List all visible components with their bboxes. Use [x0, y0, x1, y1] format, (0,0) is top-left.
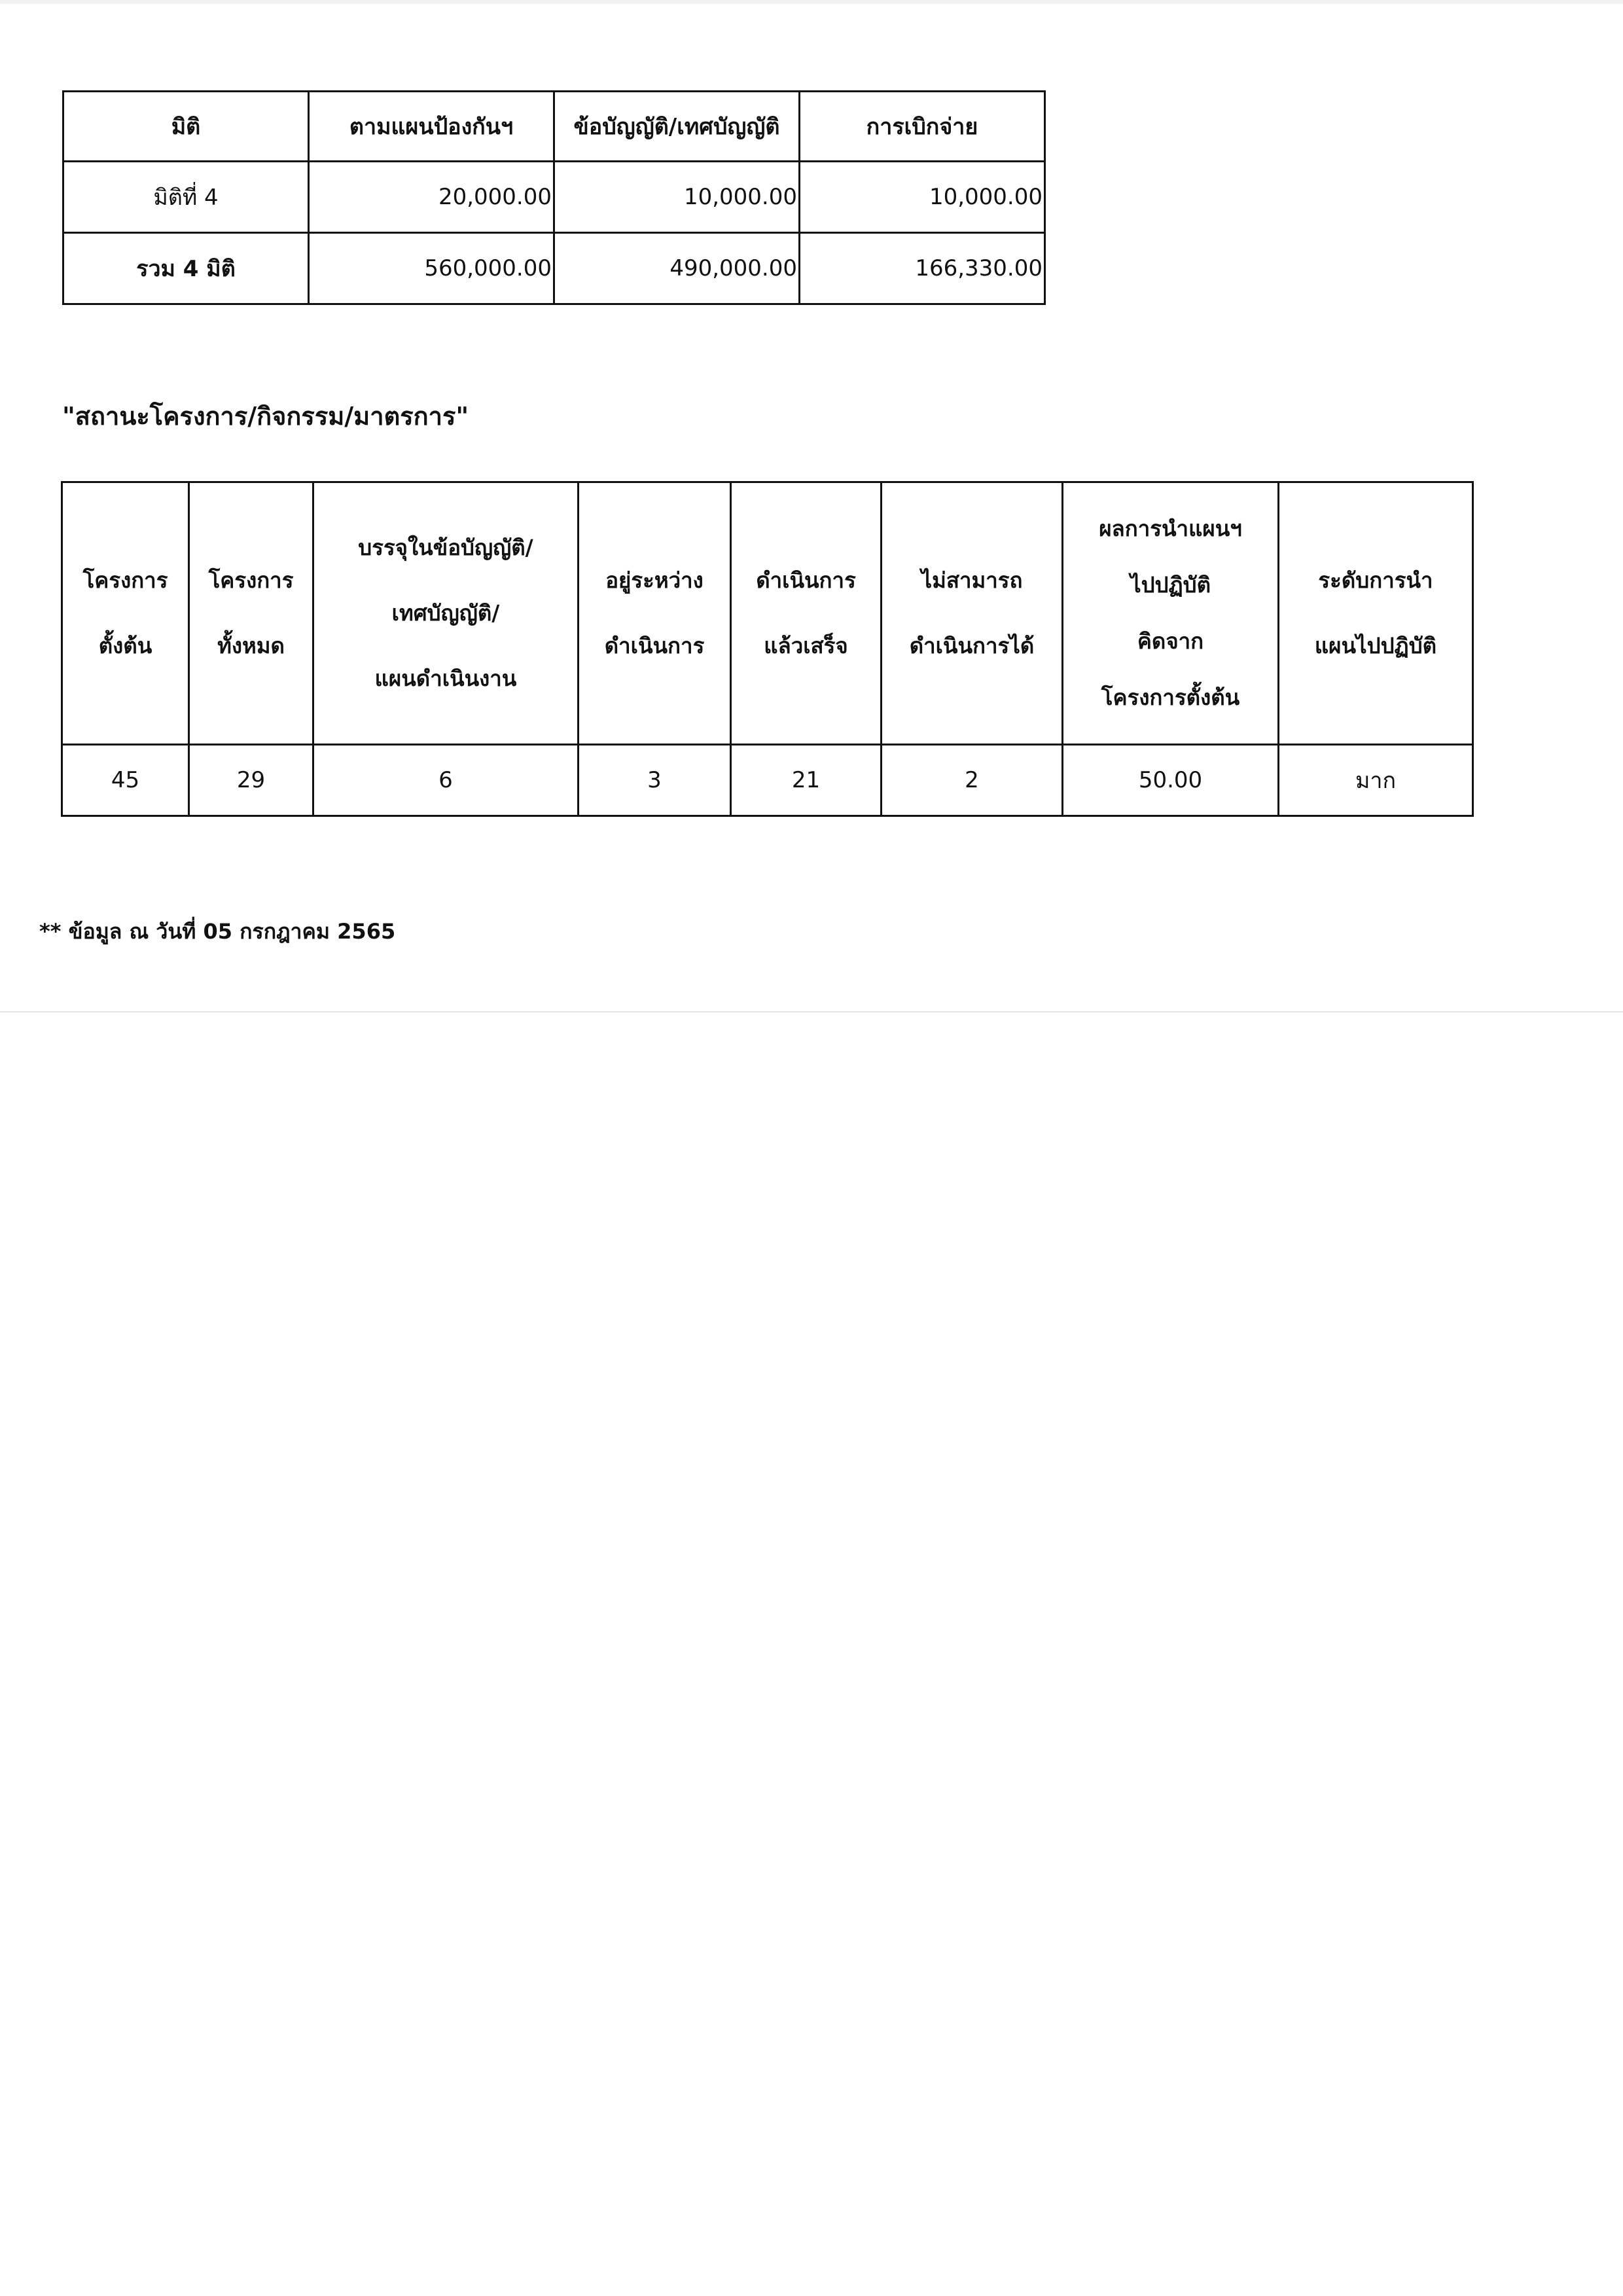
budget-cell-ordinance: 10,000.00: [554, 162, 800, 233]
status-cell-not-possible: 2: [882, 745, 1063, 816]
header-line: ดำเนินการ: [604, 633, 705, 658]
header-line: ไม่สามารถ: [921, 567, 1023, 593]
status-header-total-projects: [189, 482, 313, 745]
status-cell-implementation-level: มาก: [1279, 745, 1473, 816]
header-line: ไปปฏิบัติ: [1130, 572, 1211, 598]
status-cell-initial-projects: 45: [62, 745, 189, 816]
budget-header-disbursed: การเบิกจ่าย: [800, 92, 1045, 162]
budget-cell-plan: 20,000.00: [309, 162, 554, 233]
budget-header-ordinance: ข้อบัญญัติ/เทศบัญญัติ: [554, 92, 800, 162]
budget-row-dimension-4: [63, 162, 1045, 233]
status-header-in-progress: [579, 482, 731, 745]
status-cell-in-ordinance: 6: [313, 745, 579, 816]
header-line: เทศบัญญัติ/: [391, 600, 500, 626]
header-line: ดำเนินการ: [756, 567, 856, 593]
budget-cell-plan: 560,000.00: [309, 233, 554, 304]
budget-row-total: [63, 233, 1045, 304]
budget-header-plan: ตามแผนป้องกันฯ: [309, 92, 554, 162]
header-line: แล้วเสร็จ: [764, 633, 848, 658]
status-cell-completed: 21: [731, 745, 882, 816]
budget-cell-label: มิติที่ 4: [63, 162, 309, 233]
status-header-not-possible: [882, 482, 1063, 745]
header-line: ทั้งหมด: [217, 633, 285, 658]
header-line: โครงการตั้งต้น: [1101, 685, 1240, 710]
budget-cell-disbursed: 10,000.00: [800, 162, 1045, 233]
header-line: ดำเนินการได้: [909, 633, 1035, 658]
header-line: โครงการ: [82, 567, 168, 593]
status-header-result-percent: [1063, 482, 1279, 745]
header-line: แผนดำเนินงาน: [374, 666, 517, 691]
status-cell-total-projects: 29: [189, 745, 313, 816]
page-top-edge: [0, 0, 1623, 4]
status-header-initial-projects: [62, 482, 189, 745]
header-line: ตั้งต้น: [98, 633, 152, 658]
budget-cell-ordinance: 490,000.00: [554, 233, 800, 304]
header-line: บรรจุในข้อบัญญัติ/: [358, 535, 533, 560]
budget-table: [62, 90, 1046, 305]
scan-fold-line: [0, 1011, 1623, 1013]
header-line: อยู่ระหว่าง: [605, 567, 704, 593]
header-line: ระดับการนำ: [1318, 567, 1433, 593]
budget-cell-disbursed: 166,330.00: [800, 233, 1045, 304]
header-line: โครงการ: [208, 567, 294, 593]
status-section-heading: "สถานะโครงการ/กิจกรรม/มาตรการ": [62, 402, 469, 431]
status-header-completed: [731, 482, 882, 745]
status-cell-result-percent: 50.00: [1063, 745, 1279, 816]
budget-header-row: [63, 92, 1045, 162]
status-header-implementation-level: [1279, 482, 1473, 745]
budget-header-dimension: มิติ: [63, 92, 309, 162]
status-data-row: [62, 745, 1473, 816]
project-status-table: [61, 481, 1474, 817]
status-header-row: [62, 482, 1473, 745]
status-cell-in-progress: 3: [579, 745, 731, 816]
header-line: คิดจาก: [1137, 628, 1204, 654]
budget-cell-label: รวม 4 มิติ: [63, 233, 309, 304]
data-date-footnote: ** ข้อมูล ณ วันที่ 05 กรกฎาคม 2565: [39, 919, 396, 944]
header-line: ผลการนำแผนฯ: [1099, 516, 1242, 541]
status-header-in-ordinance: [313, 482, 579, 745]
header-line: แผนไปปฏิบัติ: [1314, 633, 1437, 658]
